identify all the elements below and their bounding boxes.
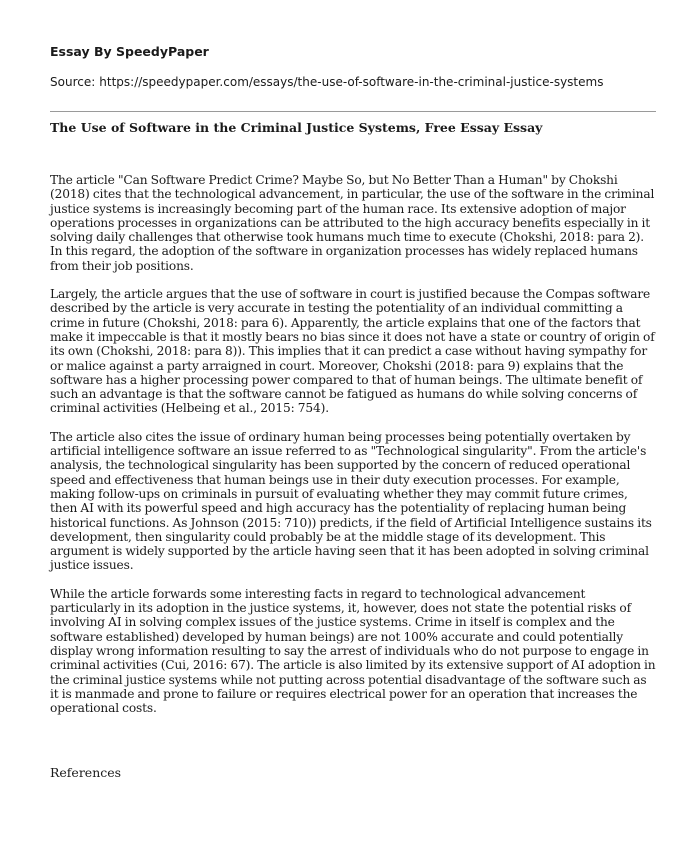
source-line bbox=[50, 74, 656, 90]
essay-paragraph-2: Largely, the article argues that the use of software in court is justified because the Compas software described by the article is very accurate in testing the potentiality of an individual committing a crime in future (Chokshi, 2018: para 6). Apparently, the article explains that one of the factors that make it impeccable is that it mostly bears no bias since it does not have a state or country of origin of its own (Chokshi, 2018: para 8)). This implies that it can predict a case without having sympathy for or malice against a party arraigned in court. Moreover, Chokshi (2018: para 9) explains that the software has a higher processing power compared to that of human beings. The ultimate benefit of such an advantage is that the software cannot be fatigued as humans do while solving concerns of criminal activities (Helbeing et al., 2015: 754). bbox=[50, 287, 655, 416]
essay-paragraph-1: The article "Can Software Predict Crime? Maybe So, but No Better Than a Human" by Chokshi (2018) cites that the technological advancement, in particular, the use of the software in the criminal justice systems is increasingly becoming part of the human race. Its extensive adoption of major operations processes in organizations can be attributed to the high accuracy benefits especially in it solving daily challenges that otherwise took humans much time to execute (Chokshi, 2018: para 2). In this regard, the adoption of the software in organization processes has widely replaced humans from their job positions. bbox=[50, 173, 655, 273]
source-url: https://speedypaper.com/essays/the-use-of-software-in-the-criminal-justice-systems bbox=[99, 75, 604, 89]
source-label: Source: bbox=[50, 75, 96, 89]
essay-body bbox=[50, 173, 656, 729]
document-header bbox=[50, 44, 656, 90]
header-divider bbox=[50, 111, 656, 112]
references-heading: References bbox=[50, 765, 122, 780]
brand-title: Essay By SpeedyPaper bbox=[50, 44, 209, 59]
essay-paragraph-3: The article also cites the issue of ordinary human being processes being potentially overtaken by artificial intelligence software an issue referred to as "Technological singularity". From the article's analysis, the technological singularity has been supported by the concern of reduced operational speed and effectiveness that human beings use in their duty execution processes. For example, making follow-ups on criminals in pursuit of evaluating whether they may commit future crimes, then AI with its powerful speed and high accuracy has the potentiality of replacing human being historical functions. As Johnson (2015: 710)) predicts, if the field of Artificial Intelligence sustains its development, then singularity could probably be at the middle stage of its development. This argument is widely supported by the article having seen that it has been adopted in solving criminal justice issues. bbox=[50, 429, 652, 573]
essay-title: The Use of Software in the Criminal Justice Systems, Free Essay Essay bbox=[50, 120, 543, 135]
essay-paragraph-4: While the article forwards some interesting facts in regard to technological advancement particularly in its adoption in the justice systems, it, however, does not state the potential risks of involving AI in solving complex issues of the justice systems. Crime in itself is complex and the software established) developed by human beings) are not 100% accurate and could potentially display wrong information resulting to say the arrest of individuals who do not purpose to engage in criminal activities (Cui, 2016: 67). The article is also limited by its extensive support of AI adoption in the criminal justice systems while not putting across potential disadvantage of the software such as it is manmade and prone to failure or requires electrical power for an operation that increases the operational costs. bbox=[50, 586, 656, 716]
